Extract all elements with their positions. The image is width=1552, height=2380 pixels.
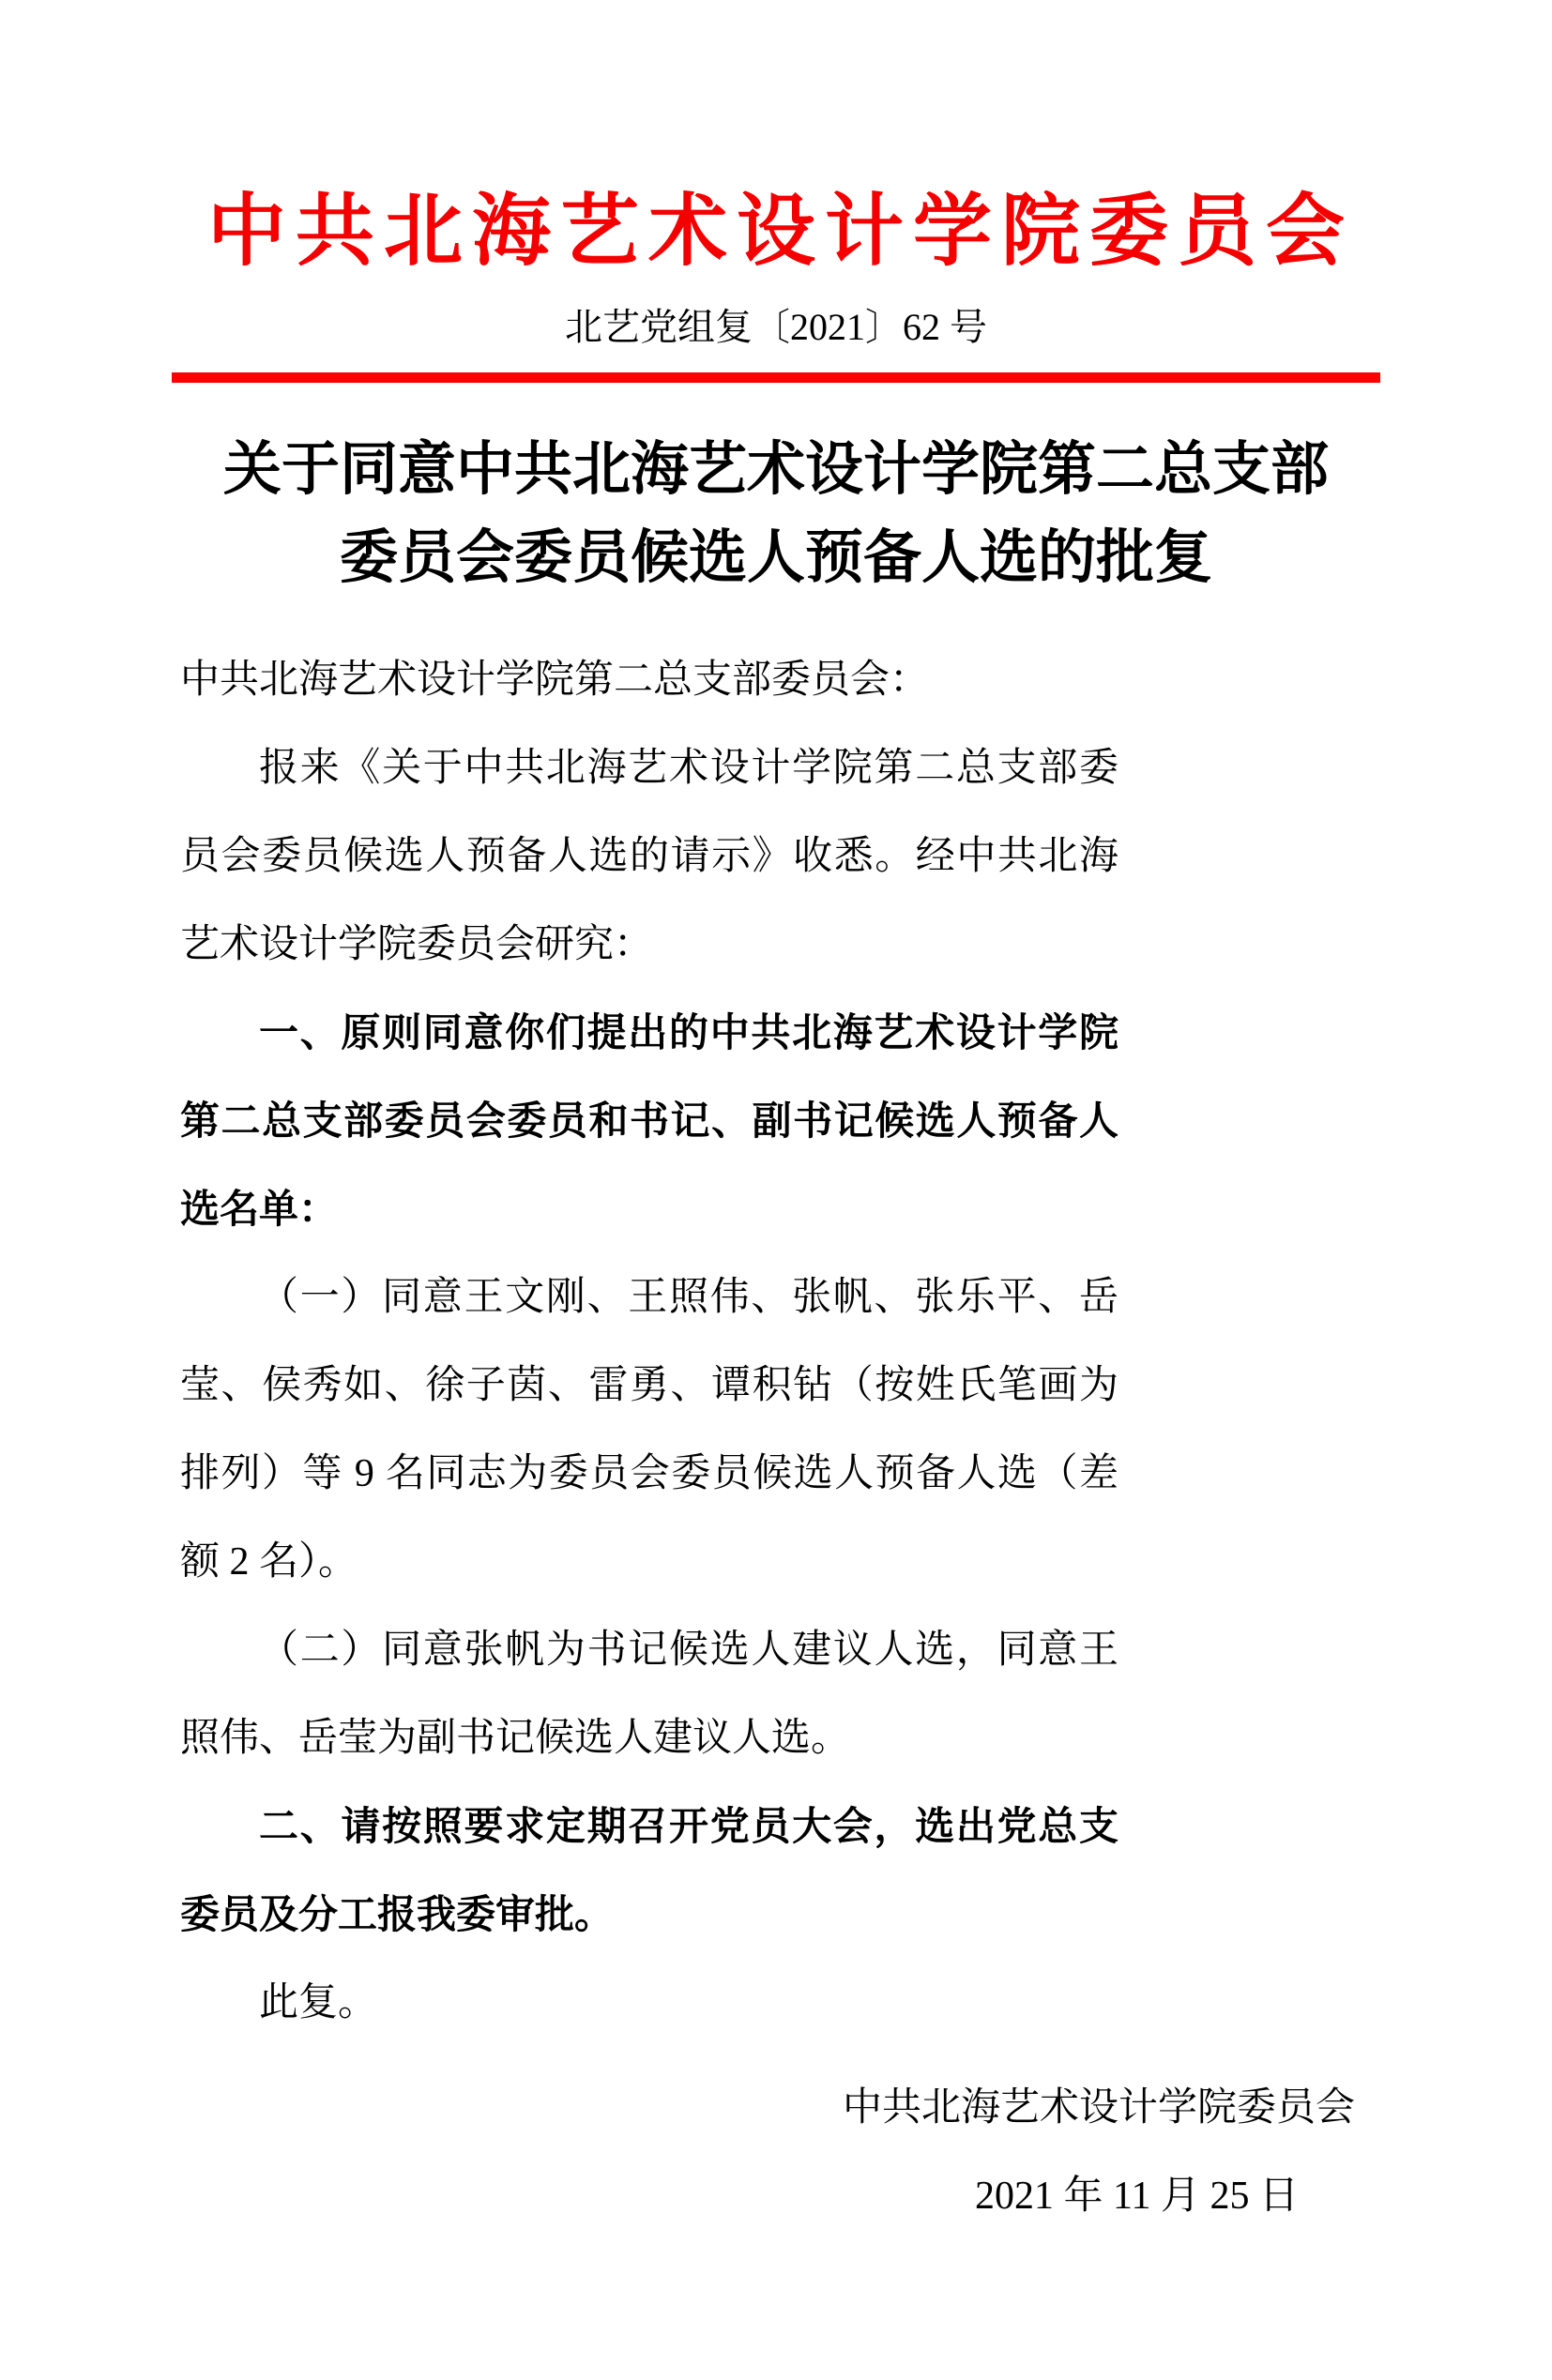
closing-phrase: 此复。 (259, 1980, 378, 2024)
item-1-paragraph: 一、原则同意你们提出的中共北海艺术设计学院第二总支部委员会委员和书记、副书记候选人预备人选名单： (180, 1009, 1118, 1231)
salutation-line: 中共北海艺术设计学院第二总支部委员会： (180, 658, 930, 702)
sub-item-1-paragraph: （一）同意王文刚、王照伟、张帆、张乐平、岳莹、侯秀如、徐子茵、雷勇、谭积钻（按姓氏笔画为排列）等 9 名同志为委员会委员候选人预备人选（差额 2 名）。 (180, 1275, 1118, 1584)
document-title-line2: 委员会委员候选人预备人选的批复 (339, 525, 1212, 590)
document-header-org-title: 中共北海艺术设计学院委员会 (206, 189, 1354, 276)
official-document-page (0, 186, 1552, 2380)
document-number: 北艺党组复〔2021〕62 号 (565, 305, 987, 348)
document-body (180, 636, 1118, 2047)
signature-org-name: 中共北海艺术设计学院委员会 (842, 2085, 1355, 2130)
signature-block (174, 2064, 1378, 2240)
signature-date: 2021 年 11 月 25 日 (975, 2174, 1299, 2218)
document-title (0, 426, 1552, 602)
red-divider-line (172, 372, 1380, 383)
intro-paragraph: 报来《关于中共北海艺术设计学院第二总支部委员会委员候选人预备人选的请示》收悉。经中共北海艺术设计学院委员会研究： (180, 746, 1118, 966)
sub-item-2-paragraph: （二）同意张帆为书记候选人建议人选，同意王照伟、岳莹为副书记候选人建议人选。 (180, 1628, 1118, 1760)
document-title-line1: 关于同意中共北海艺术设计学院第二总支部 (222, 437, 1329, 502)
item-2-paragraph: 二、请按照要求定期召开党员大会，选出党总支委员及分工报我委审批。 (180, 1803, 1118, 1936)
